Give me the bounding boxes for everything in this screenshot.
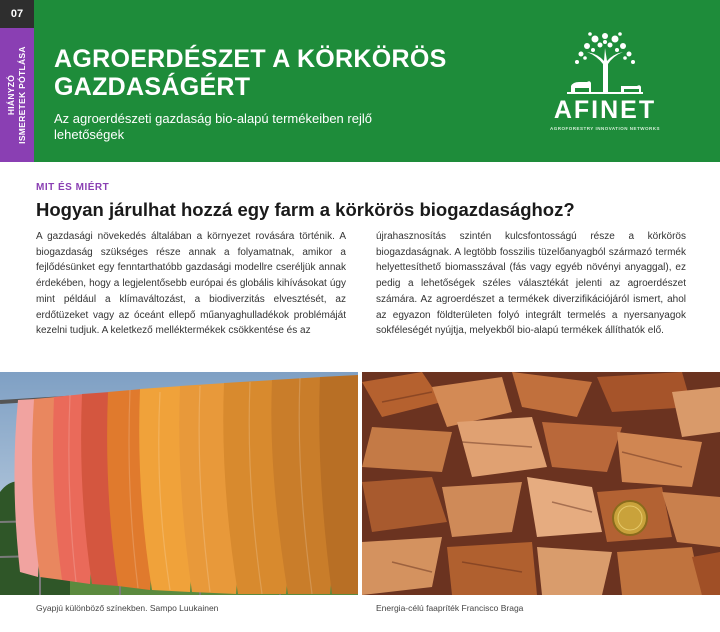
header-banner <box>0 0 720 162</box>
wool-photo <box>0 372 358 595</box>
section-heading: Hogyan járulhat hozzá egy farm a körkörös biogazdasághoz? <box>36 199 575 220</box>
body-text-right: újrahasznosítás szintén kulcsfontosságú része a körkörös biogazdaságnak. A legtöbb fosszilis tüzelőanyagból származó termék helyettesíthető biomasszával (fás vagy egyéb növényi anyaggal), ez pedig a lehetőségek széles választékát jelenti az agroerdészet számára. Az agroerdészet a termékek diverzifikációjáról ismert, ahol az egyazon földterületen folyó integrált termelés a nyersanyagok sokféleségét nyújtja, melyekből bio-alapú termékek állíthatók elő. <box>376 231 686 337</box>
logo-tagline: AGROFORESTRY INNOVATION NETWORKS <box>549 126 661 131</box>
logo-wordmark: AFINET <box>553 96 657 124</box>
caption-wool: Gyapjú különböző színekben. Sampo Luukainen <box>36 603 219 613</box>
side-label-text: HIÁNYZÓ ISMERETEK PÓTLÁSA <box>6 46 28 144</box>
section-kicker: MIT ÉS MIÉRT <box>36 182 110 193</box>
page-title: AGROERDÉSZET A KÖRKÖRÖS GAZDASÁGÉRT <box>54 45 447 101</box>
body-text-left: A gazdasági növekedés általában a környezet rovására történik. A biogazdaság szükséges része annak a folyamatnak, amikor a fejlődésünket egy fenntarthatóbb gazdasági modellre cseréljük annak érdekében, hogy a legjelentősebb európai és globális kihívásokat úgy mint például a klímaváltozást, a biodiverzitás elvesztését, az erdőtüzeket vagy az óceánt ellepő műanyaghulladékok problémáját kezelni tudjuk. A keletkező melléktermékek csökkentése és az <box>36 231 346 337</box>
page-subtitle: Az agroerdészeti gazdaság bio-alapú termékeiben rejlő lehetőségek <box>54 111 372 142</box>
afinet-logo <box>545 28 665 140</box>
tree-with-animals-icon <box>567 28 643 94</box>
caption-wood-chips: Energia-célú faapríték Francisco Braga <box>376 603 524 613</box>
wood-chips-photo <box>362 372 720 595</box>
section-side-label <box>0 28 34 162</box>
page-number: 07 <box>0 0 34 28</box>
